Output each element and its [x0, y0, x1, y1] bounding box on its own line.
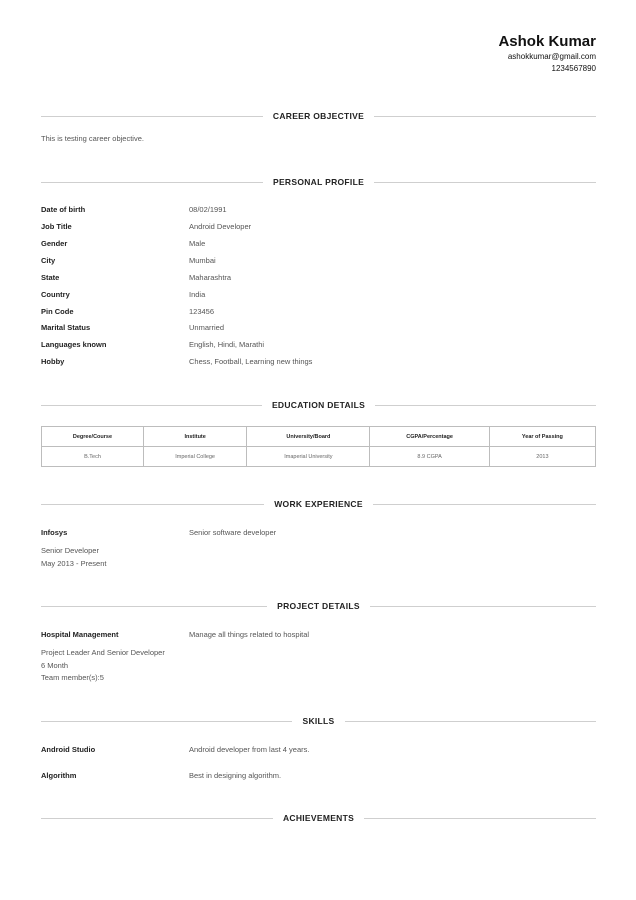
section-achievements	[41, 812, 596, 824]
profile-label: City	[41, 256, 56, 265]
section-project-details	[41, 600, 596, 612]
profile-value: Unmarried	[189, 323, 225, 332]
column-header: Year of Passing	[489, 427, 595, 447]
project-team: Team member(s):5	[41, 673, 104, 682]
column-header: Degree/Course	[42, 427, 144, 447]
column-header: Institute	[143, 427, 246, 447]
education-table	[41, 426, 596, 467]
work-role: Senior Developer	[41, 546, 99, 555]
skill-name: Android Studio	[41, 745, 96, 754]
profile-label: Hobby	[41, 357, 65, 366]
section-title: WORK EXPERIENCE	[274, 499, 363, 509]
table-cell: 8.9 CGPA	[370, 447, 489, 467]
profile-value: Maharashtra	[189, 273, 232, 282]
column-header: University/Board	[247, 427, 370, 447]
section-education-details	[41, 399, 596, 411]
table-cell: Imaperial University	[247, 447, 370, 467]
resume-page	[41, 0, 596, 823]
section-title: PROJECT DETAILS	[277, 601, 360, 611]
section-title: SKILLS	[302, 716, 335, 726]
section-title: EDUCATION DETAILS	[271, 400, 366, 410]
profile-value: 123456	[189, 307, 215, 316]
section-title: PERSONAL PROFILE	[272, 177, 365, 187]
section-career-objective	[41, 110, 596, 122]
section-personal-profile	[41, 176, 596, 188]
profile-value: Mumbai	[189, 256, 216, 265]
table-cell: B.Tech	[42, 447, 144, 467]
table-cell: Imperial College	[143, 447, 246, 467]
profile-label: State	[41, 273, 60, 282]
profile-label: Languages known	[41, 340, 107, 349]
skill-description: Best in designing algorithm.	[189, 771, 282, 780]
profile-value: Android Developer	[189, 222, 252, 231]
profile-label: Date of birth	[41, 205, 86, 214]
company-name: Infosys	[41, 528, 68, 537]
profile-value: 08/02/1991	[189, 205, 227, 214]
table-row	[42, 447, 596, 467]
section-skills	[41, 715, 596, 727]
section-title: ACHIEVEMENTS	[282, 813, 355, 823]
project-name: Hospital Management	[41, 630, 119, 639]
profile-label: Pin Code	[41, 307, 74, 316]
section-title: CAREER OBJECTIVE	[272, 111, 365, 121]
candidate-email: ashokkumar@gmail.com	[507, 52, 596, 61]
table-cell: 2013	[489, 447, 595, 467]
work-description: Senior software developer	[189, 528, 277, 537]
profile-label: Gender	[41, 239, 68, 248]
profile-value: English, Hindi, Marathi	[189, 340, 265, 349]
profile-label: Country	[41, 290, 70, 299]
career-objective-text: This is testing career objective.	[41, 134, 144, 143]
column-header: CGPA/Percentage	[370, 427, 489, 447]
profile-value: Male	[189, 239, 206, 248]
project-duration: 6 Month	[41, 660, 69, 670]
candidate-name: Ashok Kumar	[498, 33, 596, 50]
work-details	[41, 545, 106, 570]
profile-value: India	[189, 290, 206, 299]
project-details	[41, 647, 165, 685]
project-role: Project Leader And Senior Developer	[41, 648, 165, 657]
profile-label: Job Title	[41, 222, 72, 231]
candidate-phone: 1234567890	[551, 64, 596, 73]
project-description: Manage all things related to hospital	[189, 630, 310, 639]
work-period: May 2013 - Present	[41, 558, 107, 568]
skill-description: Android developer from last 4 years.	[189, 745, 310, 754]
profile-label: Marital Status	[41, 323, 91, 332]
skill-name: Algorithm	[41, 771, 77, 780]
section-work-experience	[41, 498, 596, 510]
table-header-row	[42, 427, 596, 447]
profile-value: Chess, Football, Learning new things	[189, 357, 313, 366]
resume-header	[41, 0, 596, 75]
